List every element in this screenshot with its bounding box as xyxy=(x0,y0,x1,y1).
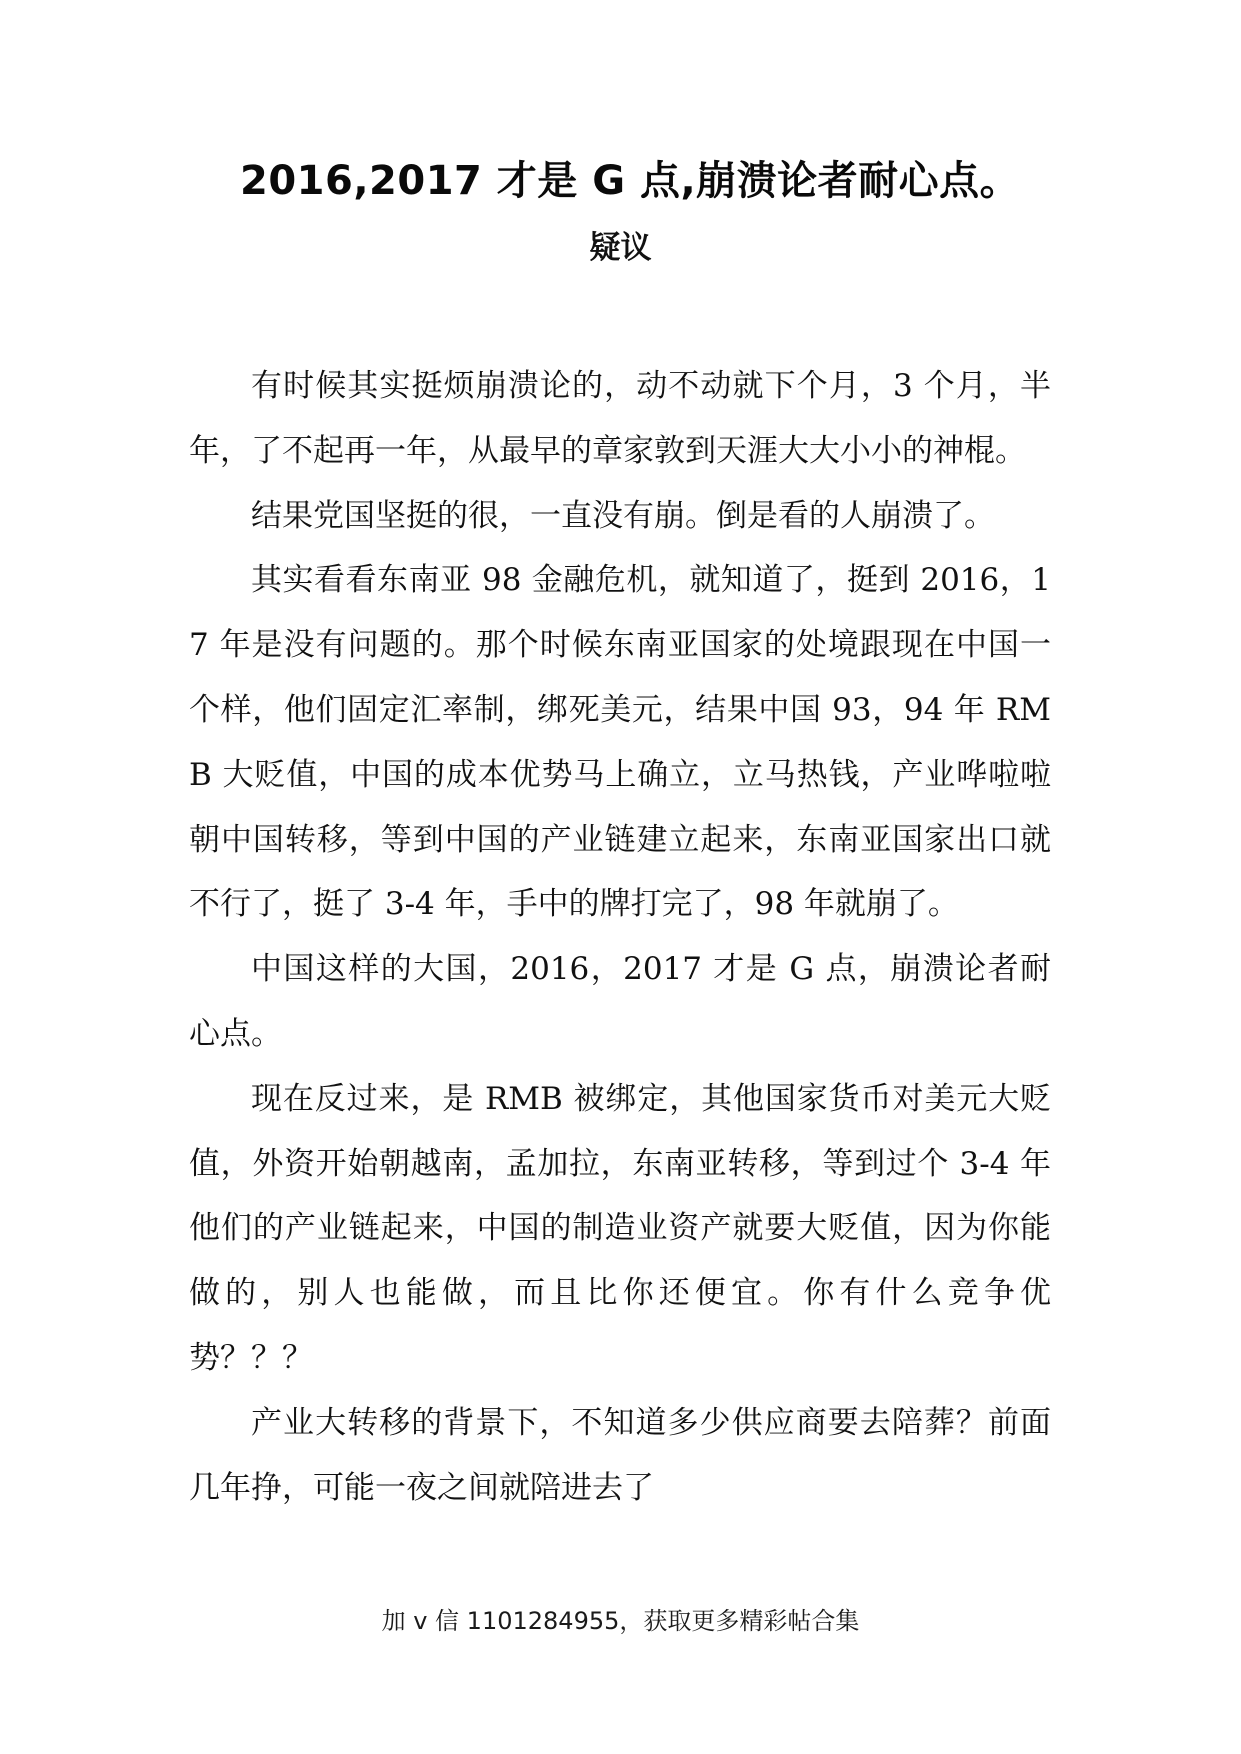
paragraph: 产业大转移的背景下，不知道多少供应商要去陪葬？前面几年挣，可能一夜之间就陪进去了 xyxy=(189,1404,1051,1506)
paragraph: 有时候其实挺烦崩溃论的，动不动就下个月，3 个月，半年，了不起再一年，从最早的章家敦到天涯大大小小的神棍。 xyxy=(189,368,1051,469)
paragraph: 中国这样的大国，2016，2017 才是 G 点，崩溃论者耐心点。 xyxy=(189,951,1051,1052)
footer-note: 加 v 信 1101284955，获取更多精彩帖合集 xyxy=(381,1607,860,1635)
author-name: 疑议 xyxy=(589,230,652,266)
document-body xyxy=(189,354,1051,1520)
document-title: 2016,2017 才是 G 点,崩溃论者耐心点。 xyxy=(240,158,1021,204)
paragraph: 其实看看东南亚 98 金融危机，就知道了，挺到 2016，17 年是没有问题的。那个时候东南亚国家的处境跟现在中国一个样，他们固定汇率制，绑死美元，结果中国 93，94 年 RMB 大贬值，中国的成本优势马上确立，立马热钱，产业哗啦啦朝中国转移，等到中国的产业链建立起来，东南亚国家出口就不行了，挺了 3-4 年，手中的牌打完了，98 年就崩了。 xyxy=(189,562,1051,923)
paragraph: 结果党国坚挺的很，一直没有崩。倒是看的人崩溃了。 xyxy=(251,497,995,534)
paragraph: 现在反过来，是 RMB 被绑定，其他国家货币对美元大贬值，外资开始朝越南，孟加拉，东南亚转移，等到过个 3-4 年他们的产业链起来，中国的制造业资产就要大贬值，因为你能做的，别人也能做，而且比你还便宜。你有什么竞争优势？？？ xyxy=(189,1080,1051,1376)
